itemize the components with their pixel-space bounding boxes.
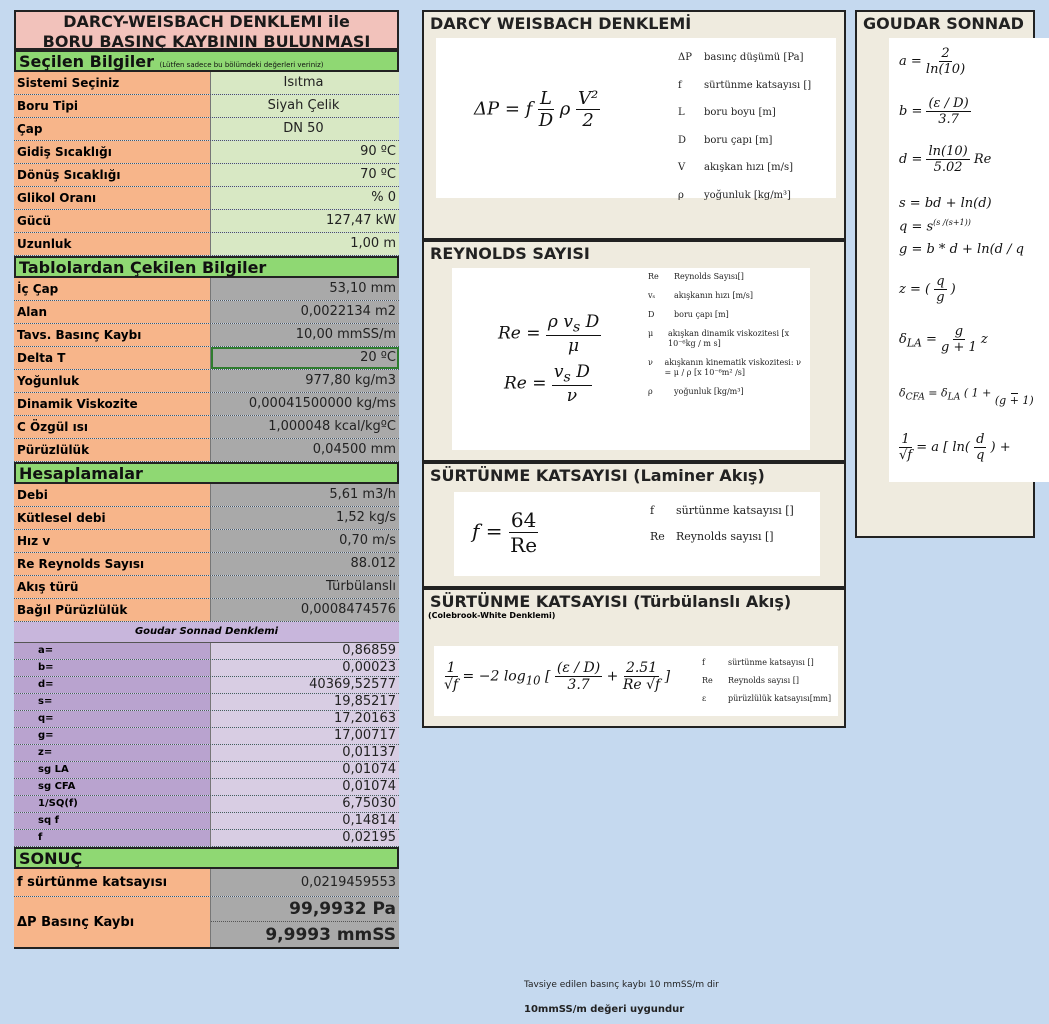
legend-symbol: L: [678, 107, 685, 118]
legend-symbol: f: [702, 658, 705, 667]
legend-item: [650, 498, 794, 524]
row-label: Tavs. Basınç Kaybı: [14, 324, 211, 346]
calc-row: [14, 530, 399, 553]
goudar-row: [14, 779, 399, 796]
table-row: [14, 301, 399, 324]
input-row: [14, 187, 399, 210]
legend-item: [678, 127, 811, 155]
table-row: [14, 278, 399, 301]
row-value[interactable]: 90 ºC: [211, 141, 399, 163]
legend-item: [648, 387, 804, 397]
table-row: [14, 324, 399, 347]
row-value[interactable]: DN 50: [211, 118, 399, 140]
legend-text: yoğunluk [kg/m³]: [704, 189, 791, 201]
row-label: sq f: [14, 813, 211, 829]
goudar-header: Goudar Sonnad Denklemi: [14, 622, 399, 643]
legend-item: [648, 358, 804, 378]
legend-text: Reynolds sayısı []: [728, 676, 799, 685]
table-row: [14, 393, 399, 416]
legend-symbol: ΔP: [678, 52, 692, 63]
sheet-title: DARCY-WEISBACH DENKLEMI ile BORU BASINÇ KAYBININ BULUNMASI: [14, 10, 399, 50]
row-value[interactable]: 127,47 kW: [211, 210, 399, 232]
row-label: İç Çap: [14, 278, 211, 300]
legend-item: [650, 524, 794, 550]
row-value: 1,000048 kcal/kgºC: [211, 416, 399, 438]
row-label: 1/SQ(f): [14, 796, 211, 812]
darcy-equation: ΔP = f $\frac{L}{D}$ ρ $\frac{\text{V²}}{2}$: [474, 88, 599, 131]
legend-symbol: V: [678, 162, 686, 173]
row-value[interactable]: 1,00 m: [211, 233, 399, 255]
goudar-eq-g: g = b * d + ln(d / q: [899, 242, 1024, 257]
legend-symbol: ρ: [648, 387, 653, 396]
section-calculations: Hesaplamalar: [14, 462, 399, 484]
legend-text: akışkanın hızı [m/s]: [674, 291, 753, 300]
row-value: 1,52 kg/s: [211, 507, 399, 529]
row-label: Yoğunluk: [14, 370, 211, 392]
legend-text: sürtünme katsayısı []: [704, 79, 812, 91]
row-value: 40369,52577: [211, 677, 399, 693]
row-label: sg LA: [14, 762, 211, 778]
legend-text: boru çapı [m]: [674, 310, 729, 319]
goudar-row: [14, 796, 399, 813]
row-label: Sistemi Seçiniz: [14, 72, 211, 94]
row-value: 0,0008474576: [211, 599, 399, 621]
row-value[interactable]: Siyah Çelik: [211, 95, 399, 117]
goudar-row: [14, 728, 399, 745]
row-value: 0,86859: [211, 643, 399, 659]
row-value: 19,85217: [211, 694, 399, 710]
legend-text: akışkanın kinematik viskozitesi: ν = μ / ρ [x 10⁻⁶m² /s]: [664, 358, 801, 377]
goudar-row: [14, 694, 399, 711]
reynolds-title: REYNOLDS SAYISI: [430, 244, 590, 263]
legend-symbol: μ: [648, 329, 654, 338]
row-value[interactable]: 70 ºC: [211, 164, 399, 186]
goudar-row: [14, 762, 399, 779]
legend-item: [648, 329, 804, 349]
recommendation-note: Tavsiye edilen basınç kaybı 10 mmSS/m dir: [524, 980, 719, 990]
legend-symbol: D: [678, 134, 687, 146]
legend-text: boru boyu [m]: [704, 107, 776, 118]
table-row: [14, 439, 399, 462]
goudar-row: [14, 660, 399, 677]
table-row: [14, 347, 399, 370]
turbulent-panel: [422, 588, 846, 728]
row-label: Bağıl Pürüzlülük: [14, 599, 211, 621]
calc-row: [14, 576, 399, 599]
legend-symbol: D: [648, 310, 655, 319]
result-f-value[interactable]: 0,0219459553: [211, 869, 399, 896]
result-dp-mmss[interactable]: 9,9993 mmSS: [265, 925, 396, 945]
legend-text: pürüzlülük katsayısı[mm]: [728, 694, 832, 703]
legend-item: [678, 99, 811, 127]
row-label: q=: [14, 711, 211, 727]
legend-text: yoğunluk [kg/m³]: [674, 387, 744, 396]
legend-item: [648, 291, 804, 301]
section-selected-info: Seçilen Bilgiler (Lütfen sadece bu bölümdeki değerleri veriniz): [14, 50, 399, 72]
row-value: 17,20163: [211, 711, 399, 727]
goudar-eq-a: a = $\frac{2}{\ln(10)}$: [899, 46, 966, 77]
input-row: [14, 210, 399, 233]
input-row: [14, 141, 399, 164]
legend-text: akışkan hızı [m/s]: [704, 162, 794, 173]
row-label: Pürüzlülük: [14, 439, 211, 461]
section-result: SONUÇ: [14, 847, 399, 869]
row-label: C Özgül ısı: [14, 416, 211, 438]
row-label: d=: [14, 677, 211, 693]
row-label: Delta T: [14, 347, 211, 369]
laminar-title: SÜRTÜNME KATSAYISI (Laminer Akış): [430, 466, 765, 485]
row-value: 20 ºC: [211, 347, 399, 369]
row-value: 0,00023: [211, 660, 399, 676]
legend-symbol: Re: [650, 530, 665, 543]
goudar-formula-box: [889, 38, 1049, 482]
goudar-eq-d: d = $\frac{\ln(10)}{5.02}$ Re: [899, 144, 992, 175]
result-f-label: f sürtünme katsayısı: [14, 869, 211, 896]
goudar-eq-la: $\delta_{LA}$ = $\frac{g}{g + 1}$ z: [899, 324, 988, 355]
legend-item: [678, 72, 811, 100]
row-value: 0,01137: [211, 745, 399, 761]
turbulent-subtitle: (Colebrook-White Denklemi): [428, 611, 556, 620]
legend-symbol: vₛ: [648, 291, 656, 300]
row-label: Re Reynolds Sayısı: [14, 553, 211, 575]
input-row: [14, 95, 399, 118]
row-value: 6,75030: [211, 796, 399, 812]
darcy-title: DARCY WEISBACH DENKLEMİ: [430, 14, 692, 33]
goudar-eq-cfa: $\delta_{CFA} = \delta_{LA}$ ( 1 + (g + 1): [899, 380, 1034, 407]
calc-row: [14, 484, 399, 507]
legend-item: [702, 690, 831, 708]
goudar-row: [14, 643, 399, 660]
section-table-info: Tablolardan Çekilen Bilgiler: [14, 256, 399, 278]
row-label: Çap: [14, 118, 211, 140]
goudar-row: [14, 677, 399, 694]
row-label: Boru Tipi: [14, 95, 211, 117]
legend-item: [678, 182, 811, 210]
row-label: g=: [14, 728, 211, 744]
legend-symbol: ε: [702, 694, 707, 703]
laminar-equation: f = $\frac{64}{Re}$: [472, 508, 538, 557]
row-value: 0,00041500000 kg/ms: [211, 393, 399, 415]
goudar-eq-z: z = ( $\frac{q}{g}$ ): [899, 274, 956, 305]
row-value[interactable]: Isıtma: [211, 72, 399, 94]
row-label: Glikol Oranı: [14, 187, 211, 209]
row-label: Gücü: [14, 210, 211, 232]
legend-item: [648, 310, 804, 320]
legend-symbol: f: [650, 504, 655, 517]
legend-text: boru çapı [m]: [704, 134, 773, 146]
row-value: Türbülanslı: [211, 576, 399, 598]
result-dp-row: [14, 897, 399, 949]
legend-item: [678, 44, 811, 72]
legend-text: Reynolds sayısı []: [676, 530, 774, 543]
colebrook-equation: $\frac{1}{√f}$ = −2 $\log_{10}$ [ $\frac{(\varepsilon / D)}{3.7}$ + $\frac{2.51}{Re √f}$ ]: [444, 660, 671, 693]
legend-symbol: f: [678, 79, 682, 91]
row-label: Akış türü: [14, 576, 211, 598]
row-label: Dinamik Viskozite: [14, 393, 211, 415]
legend-text: basınç düşümü [Pa]: [704, 52, 804, 63]
legend-item: [678, 154, 811, 182]
row-value[interactable]: % 0: [211, 187, 399, 209]
row-value: 88.012: [211, 553, 399, 575]
row-value: 0,70 m/s: [211, 530, 399, 552]
goudar-row: [14, 830, 399, 847]
input-row: [14, 118, 399, 141]
row-value: 0,04500 mm: [211, 439, 399, 461]
goudar-eq-q: $q = s^{(s /(s+1))}$: [899, 218, 971, 235]
input-row: [14, 164, 399, 187]
goudar-panel: [855, 10, 1035, 538]
goudar-row: [14, 745, 399, 762]
row-label: s=: [14, 694, 211, 710]
table-row: [14, 416, 399, 439]
row-label: Hız v: [14, 530, 211, 552]
legend-symbol: Re: [702, 676, 713, 685]
result-dp-label: ΔP Basınç Kaybı: [14, 897, 211, 947]
row-value: 0,0022134 m2: [211, 301, 399, 323]
row-label: Alan: [14, 301, 211, 323]
row-label: Dönüş Sıcaklığı: [14, 164, 211, 186]
row-value: 0,01074: [211, 762, 399, 778]
legend-symbol: Re: [648, 272, 659, 281]
row-label: Uzunluk: [14, 233, 211, 255]
result-dp-pa[interactable]: 99,9932 Pa: [211, 897, 396, 922]
legend-text: sürtünme katsayısı []: [676, 504, 794, 517]
laminar-panel: [422, 462, 846, 588]
row-value: 0,14814: [211, 813, 399, 829]
row-label: a=: [14, 643, 211, 659]
legend-symbol: ρ: [678, 189, 684, 201]
legend-item: [702, 654, 831, 672]
row-label: z=: [14, 745, 211, 761]
row-label: Gidiş Sıcaklığı: [14, 141, 211, 163]
input-row: [14, 72, 399, 95]
goudar-eq-s: s = bd + ln(d): [899, 196, 992, 211]
reynolds-equation-2: Re = $\frac{v_s D}{\nu}$: [504, 362, 590, 407]
turbulent-formula-box: [434, 646, 838, 716]
legend-symbol: ν: [648, 358, 653, 367]
legend-text: Reynolds Sayısı[]: [674, 272, 744, 281]
legend-text: sürtünme katsayısı []: [728, 658, 814, 667]
row-label: Debi: [14, 484, 211, 506]
goudar-row: [14, 711, 399, 728]
legend-item: [648, 272, 804, 282]
table-row: [14, 370, 399, 393]
goudar-eq-f: $\frac{1}{√f}$ = a [ ln( $\frac{d}{q}$ ) +: [899, 432, 1011, 463]
row-label: Kütlesel debi: [14, 507, 211, 529]
row-value: 0,01074: [211, 779, 399, 795]
row-label: f: [14, 830, 211, 846]
darcy-formula-box: [436, 38, 836, 201]
row-value: 977,80 kg/m3: [211, 370, 399, 392]
goudar-panel-title: GOUDAR SONNAD: [863, 14, 1024, 33]
legend-item: [702, 672, 831, 690]
darcy-panel: [422, 10, 846, 240]
result-dp-values: [211, 897, 399, 947]
calc-row: [14, 507, 399, 530]
goudar-eq-b: b = $\frac{(\varepsilon / D)}{3.7}$: [899, 96, 969, 127]
result-f-row: [14, 869, 399, 897]
reynolds-equation-1: Re = $\frac{\rho v_s D}{\mu}$: [498, 312, 600, 357]
calc-row: [14, 599, 399, 622]
row-value: 0,02195: [211, 830, 399, 846]
calc-sheet: [14, 10, 399, 949]
reynolds-panel: [422, 240, 846, 462]
row-label: sg CFA: [14, 779, 211, 795]
row-value: 10,00 mmSS/m: [211, 324, 399, 346]
row-label: b=: [14, 660, 211, 676]
reynolds-formula-box: [452, 268, 810, 450]
input-row: [14, 233, 399, 256]
row-value: 17,00717: [211, 728, 399, 744]
legend-text: akışkan dinamik viskozitesi [x 10⁻⁶kg / m s]: [668, 329, 790, 348]
calc-row: [14, 553, 399, 576]
row-value: 53,10 mm: [211, 278, 399, 300]
status-note: 10mmSS/m değeri uygundur: [524, 1004, 685, 1015]
turbulent-title: SÜRTÜNME KATSAYISI (Türbülanslı Akış): [430, 592, 792, 611]
laminar-formula-box: [454, 492, 820, 576]
row-value: 5,61 m3/h: [211, 484, 399, 506]
goudar-row: [14, 813, 399, 830]
